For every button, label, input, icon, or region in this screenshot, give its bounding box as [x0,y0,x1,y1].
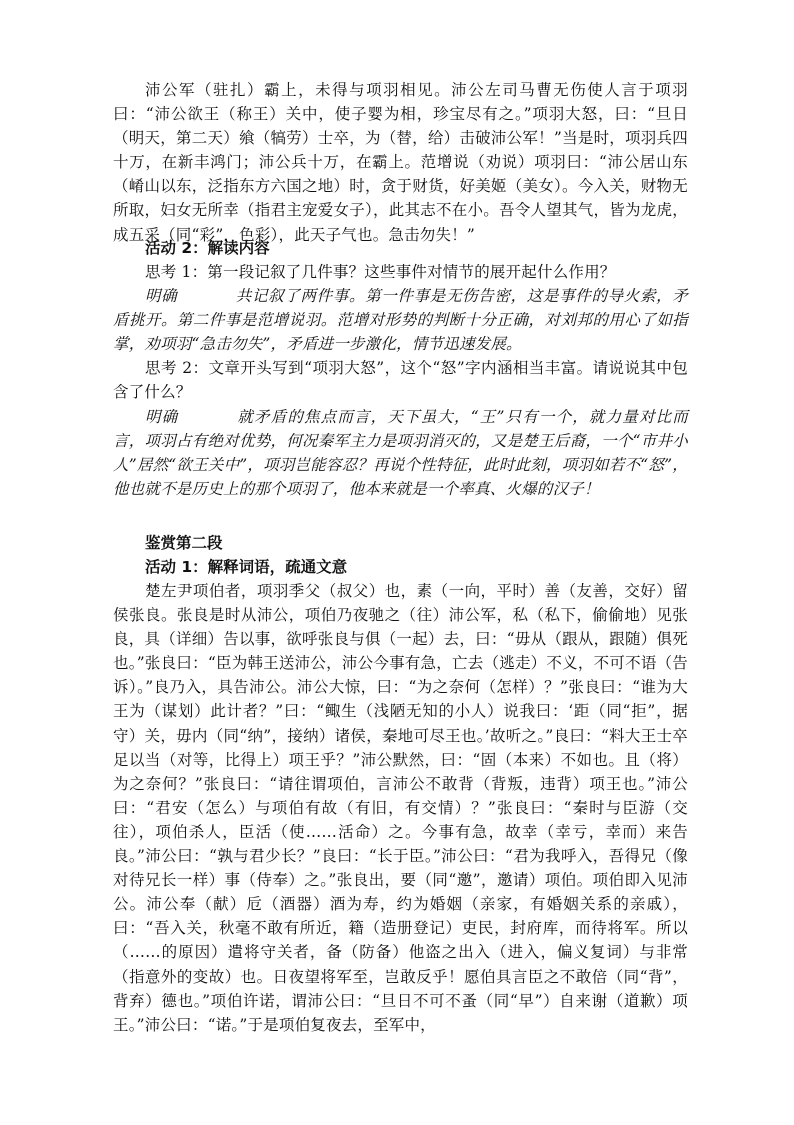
section-2-heading: 鉴赏第二段 [145,534,223,552]
activity-2-heading: 活动 2：解读内容 [145,239,270,257]
text-paragraph-1: 沛公军（驻扎）霸上，未得与项羽相见。沛公左司马曹无伤使人言于项羽曰：“沛公欲王（称王）关中，使子婴为相，珍宝尽有之。”项羽大怒，曰：“旦日（明天，第二天）飨（犒劳）士卒，为（替，给）击破沛公军！”当是时，项羽兵四十万，在新丰鸿门；沛公兵十万，在霸上。范增说（劝说）项羽曰：“沛公居山东（崤山以东，泛指东方六国之地）时，贪于财货，好美姬（美女）。今入关，财物无所取，妇女无所幸（指君主宠爱女子），此其志不在小。吾令人望其气，皆为龙虎，成五采（同“彩”，色彩），此天子气也。急击勿失！” [113,81,688,244]
answer-2-label: 明确 [145,408,179,426]
answer-1 [113,284,688,356]
answer-1-label: 明确 [145,287,178,305]
question-2: 思考 2：文章开头写到“项羽大怒”，这个“怒”字内涵相当丰富。请说说其中包含了什么？ [113,359,688,402]
answer-2 [113,405,688,501]
answer-1-text: 共记叙了两件事。第一件事是无伤告密，这是事件的导火索，矛盾挑开。第二件事是范增说羽。范增对形势的判断十分正确，对刘邦的用心了如指掌，劝项羽“急击勿失”，矛盾进一步激化，情节迅速发展。 [113,287,688,354]
text-paragraph-2: 楚左尹项伯者，项羽季父（叔父）也，素（一向，平时）善（友善，交好）留侯张良。张良是时从沛公，项伯乃夜驰之（往）沛公军，私（私下，偷偷地）见张良，具（详细）告以事，欲呼张良与俱（一起）去，曰：“毋从（跟从，跟随）俱死也。”张良曰：“臣为韩王送沛公，沛公今事有急，亡去（逃走）不义，不可不语（告诉）。”良乃入，具告沛公。沛公大惊，曰：“为之奈何（怎样）？”张良曰：“谁为大王为（谋划）此计者？”曰：“鲰生（浅陋无知的小人）说我曰：‘距（同“拒”，据守）关，毋内（同“纳”，接纳）诸侯，秦地可尽王也。’故听之。”良曰：“料大王士卒足以当（对等，比得上）项王乎？”沛公默然，曰：“固（本来）不如也。且（将）为之奈何？”张良曰：“请往谓项伯，言沛公不敢背（背叛，违背）项王也。”沛公曰：“君安（怎么）与项伯有故（有旧，有交情）？”张良曰：“秦时与臣游（交往），项伯杀人，臣活（使……活命）之。今事有急，故幸（幸亏，幸而）来告良。”沛公曰：“孰与君少长？”良曰：“长于臣。”沛公曰：“君为我呼入，吾得兄（像对待兄长一样）事（侍奉）之。”张良出，要（同“邀”，邀请）项伯。项伯即入见沛公。沛公奉（献）卮（酒器）酒为寿，约为婚姻（亲家，有婚姻关系的亲戚），曰：“吾入关，秋毫不敢有所近，籍（造册登记）吏民，封府库，而待将军。所以（……的原因）遣将守关者，备（防备）他盗之出入（进入，偏义复词）与非常（指意外的变故）也。日夜望将军至，岂敢反乎！愿伯具言臣之不敢倍（同“背”，背弃）德也。”项伯许诺，谓沛公曰：“旦日不可不蚤（同“早”）自来谢（道歉）项王。”沛公曰：“诺。”于是项伯复夜去，至军中， [113,582,688,1034]
activity-1-heading: 活动 1：解释词语，疏通文意 [145,558,348,576]
answer-2-text: 就矛盾的焦点而言，天下虽大，“王”只有一个，就力量对比而言，项羽占有绝对优势，何况秦军主力是项羽消灭的，又是楚王后裔，一个“市井小人”居然“欲王关中”，项羽岂能容忍？再说个性特征，此时此刻，项羽如若不“怒”，他也就不是历史上的那个项羽了，他本来就是一个率真、火爆的汉子！ [113,408,688,499]
question-1: 思考 1：第一段记叙了几件事？这些事件对情节的展开起什么作用？ [145,263,616,281]
